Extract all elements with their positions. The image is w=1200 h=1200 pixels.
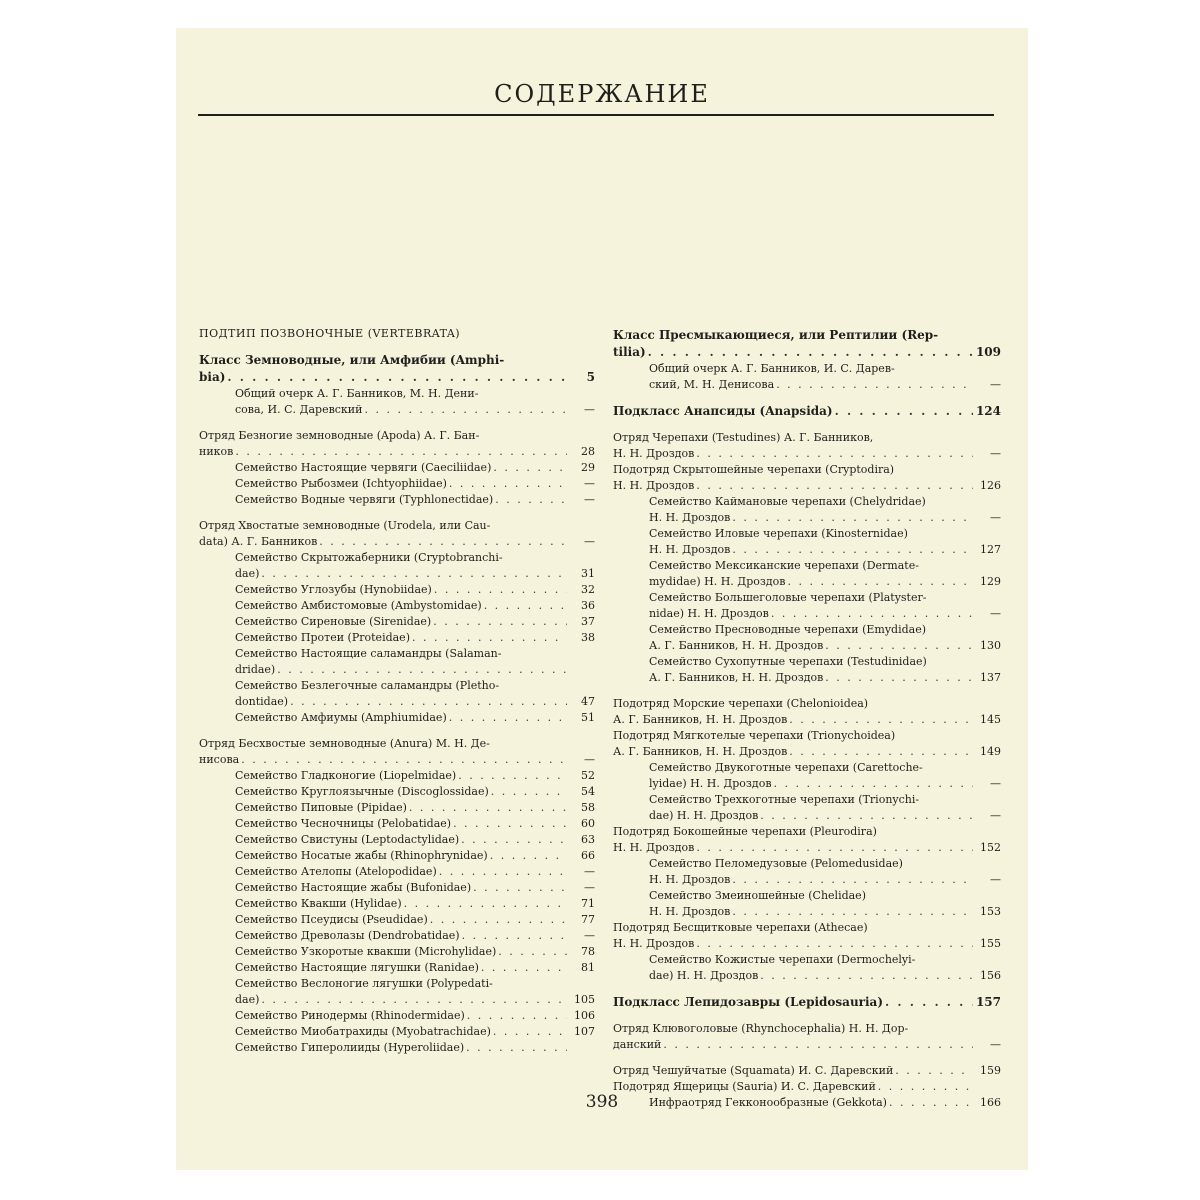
toc-page-number: — <box>990 607 1001 620</box>
toc-page-number: 29 <box>581 461 595 474</box>
toc-page-number: 149 <box>980 745 1001 758</box>
toc-page-number: 166 <box>980 1096 1001 1109</box>
toc-entry-title-continuation: nidae) Н. Н. Дроздов <box>649 607 769 620</box>
toc-page-number: 54 <box>581 785 595 798</box>
leader-dots <box>490 848 567 864</box>
toc-entry-title: Семейство Сухопутные черепахи (Testudinidae) <box>649 655 927 668</box>
toc-entry <box>613 403 1001 420</box>
toc-entry-title-continuation: tilia) <box>613 345 646 359</box>
leader-dots <box>319 534 567 550</box>
leader-dots <box>493 1024 567 1040</box>
leader-dots <box>732 904 973 920</box>
toc-page-number: 58 <box>581 801 595 814</box>
toc-page-number: 127 <box>980 543 1001 556</box>
leader-dots <box>493 460 567 476</box>
toc-entry-title: Класс Земноводные, или Амфибии (Amphi- <box>199 353 505 367</box>
toc-entry-title: Семейство Свистуны (Leptodactylidae) <box>235 833 460 846</box>
toc-entry-title: Семейство Протеи (Proteidae) <box>235 631 410 644</box>
toc-entry-title: Семейство Водные червяги (Typhlonectidae) <box>235 493 494 506</box>
toc-entry-title: Отряд Безногие земноводные (Apoda) А. Г. Бан- <box>199 429 480 442</box>
toc-entry <box>199 848 595 864</box>
toc-page-number: — <box>990 511 1001 524</box>
toc-entry-title: Семейство Древолазы (Dendrobatidae) <box>235 929 460 942</box>
toc-entry-title: Семейство Узкоротые квакши (Microhylidae) <box>235 945 497 958</box>
toc-entry <box>199 386 595 418</box>
toc-entry-title-continuation: Н. Н. Дроздов <box>649 511 731 524</box>
toc-entry <box>199 784 595 800</box>
toc-entry-title: Семейство Настоящие саламандры (Salaman- <box>235 647 502 660</box>
toc-entry-title-continuation: data) А. Г. Банников <box>199 535 318 548</box>
leader-dots <box>261 566 567 582</box>
leader-dots <box>732 510 973 526</box>
toc-entry-title: Семейство Гладконогие (Liopelmidae) <box>235 769 457 782</box>
leader-dots <box>235 444 567 460</box>
toc-page-number: 155 <box>980 937 1001 950</box>
leader-dots <box>732 542 973 558</box>
toc-entry <box>613 622 1001 654</box>
book-page <box>176 28 1028 1170</box>
toc-entry-title: Семейство Кожистые черепахи (Dermochelyi- <box>649 953 916 966</box>
leader-dots <box>449 710 567 726</box>
leader-dots <box>461 832 567 848</box>
leader-dots <box>462 928 567 944</box>
leader-dots <box>473 880 567 896</box>
toc-entry <box>613 856 1001 888</box>
toc-entry <box>199 352 595 386</box>
leader-dots <box>453 816 567 832</box>
toc-entry <box>199 476 595 492</box>
toc-entry-title: Семейство Углозубы (Hynobiidae) <box>235 583 432 596</box>
toc-entry <box>199 800 595 816</box>
leader-dots <box>491 784 567 800</box>
toc-entry-title-continuation: Н. Н. Дроздов <box>613 479 695 492</box>
toc-entry <box>613 952 1001 984</box>
toc-entry-title-continuation: ников <box>199 445 234 458</box>
leader-dots <box>439 864 567 880</box>
leader-dots <box>774 776 973 792</box>
toc-page-number: 156 <box>980 969 1001 982</box>
toc-entry <box>613 1021 1001 1053</box>
toc-page-number: 159 <box>980 1064 1001 1077</box>
toc-entry-title-continuation: dae) Н. Н. Дроздов <box>649 969 759 982</box>
toc-entry <box>199 976 595 1008</box>
toc-entry <box>613 792 1001 824</box>
toc-entry-title: Подотряд Скрытошейные черепахи (Cryptodira) <box>613 463 895 476</box>
toc-entry <box>199 518 595 550</box>
toc-page-number: 107 <box>574 1025 595 1038</box>
toc-entry-title: Подотряд Мягкотелые черепахи (Trionychoidea) <box>613 729 896 742</box>
leader-dots <box>495 492 567 508</box>
toc-page-number: 60 <box>581 817 595 830</box>
toc-entry-title: Инфраотряд Гекконообразные (Gekkota) <box>649 1096 887 1109</box>
toc-entry-title: Семейство Мексиканские черепахи (Dermate- <box>649 559 919 572</box>
toc-page-number: 124 <box>975 404 1001 418</box>
toc-entry-title: Семейство Квакши (Hylidae) <box>235 897 402 910</box>
toc-page-number: 105 <box>574 993 595 1006</box>
toc-entry <box>613 994 1001 1011</box>
leader-dots <box>732 872 973 888</box>
toc-entry <box>613 327 1001 361</box>
leader-dots <box>663 1037 973 1053</box>
leader-dots <box>449 476 567 492</box>
toc-entry <box>613 494 1001 526</box>
toc-entry <box>199 630 595 646</box>
toc-entry <box>199 880 595 896</box>
toc-entry-title: Класс Пресмыкающиеся, или Рептилии (Rep- <box>613 328 939 342</box>
leader-dots <box>787 574 973 590</box>
toc-entry-title: Семейство Скрытожаберники (Cryptobranchi- <box>235 551 503 564</box>
toc-page-number: 28 <box>581 445 595 458</box>
toc-page-number: 51 <box>581 711 595 724</box>
toc-entry-title: Семейство Сиреновые (Sirenidae) <box>235 615 432 628</box>
toc-entry-title: Семейство Трехкоготные черепахи (Trionychi- <box>649 793 920 806</box>
toc-entry-title: Семейство Двукоготные черепахи (Carettoche- <box>649 761 923 774</box>
toc-page-number: 31 <box>581 567 595 580</box>
toc-entry <box>199 582 595 598</box>
toc-entry <box>199 710 595 726</box>
toc-page-number: 130 <box>980 639 1001 652</box>
toc-entry <box>613 888 1001 920</box>
leader-dots <box>458 768 567 784</box>
leader-dots <box>241 752 567 768</box>
toc-entry-title: Семейство Пресноводные черепахи (Emydidae) <box>649 623 927 636</box>
leader-dots <box>760 808 973 824</box>
toc-entry-title: Семейство Ринодермы (Rhinodermidae) <box>235 1009 465 1022</box>
toc-page-number: 109 <box>975 345 1001 359</box>
toc-entry <box>613 558 1001 590</box>
leader-dots <box>466 1040 567 1056</box>
leader-dots <box>760 968 973 984</box>
toc-entry <box>199 614 595 630</box>
leader-dots <box>409 800 567 816</box>
toc-entry-title-continuation: dae) <box>235 993 260 1006</box>
toc-page-number: 152 <box>980 841 1001 854</box>
toc-page-number: 37 <box>581 615 595 628</box>
toc-page-number: 52 <box>581 769 595 782</box>
toc-entry-title-continuation: dae) <box>235 567 260 580</box>
toc-entry <box>199 960 595 976</box>
toc-entry-title: Семейство Псеудисы (Pseudidae) <box>235 913 428 926</box>
toc-entry-title: Семейство Настоящие жабы (Bufonidae) <box>235 881 472 894</box>
toc-entry <box>613 920 1001 952</box>
toc-entry-title-continuation: Н. Н. Дроздов <box>649 905 731 918</box>
toc-entry <box>199 832 595 848</box>
leader-dots <box>648 344 973 361</box>
leader-dots <box>467 1008 567 1024</box>
page-title: СОДЕРЖАНИЕ <box>494 80 710 108</box>
leader-dots <box>227 369 567 386</box>
toc-page-number: 77 <box>581 913 595 926</box>
toc-entry-title-continuation: bia) <box>199 370 226 384</box>
toc-entry <box>199 896 595 912</box>
toc-entry <box>199 1040 595 1056</box>
toc-entry <box>613 1063 1001 1079</box>
toc-entry <box>199 864 595 880</box>
toc-page-number: 5 <box>586 370 595 384</box>
toc-page-number: — <box>584 477 595 490</box>
toc-entry-title-continuation: А. Г. Банников, Н. Н. Дроздов <box>613 713 788 726</box>
toc-page-number: — <box>990 777 1001 790</box>
toc-entry-title: Семейство Ателопы (Atelopodidae) <box>235 865 437 878</box>
leader-dots <box>277 662 567 678</box>
leader-dots <box>412 630 567 646</box>
toc-entry <box>613 824 1001 856</box>
toc-entry <box>613 430 1001 462</box>
leader-dots <box>789 712 973 728</box>
toc-entry-title-continuation: ский, М. Н. Денисова <box>649 378 775 391</box>
toc-page-number: — <box>584 881 595 894</box>
toc-page-number: — <box>990 1038 1001 1051</box>
toc-entry-title: Подотряд Морские черепахи (Chelonioidea) <box>613 697 869 710</box>
toc-page-number: 106 <box>574 1009 595 1022</box>
toc-page-number: — <box>584 403 595 416</box>
toc-entry-title: Семейство Амбистомовые (Ambystomidae) <box>235 599 482 612</box>
toc-entry-title-continuation: Н. Н. Дроздов <box>649 543 731 556</box>
toc-entry-title-continuation: Н. Н. Дроздов <box>613 447 695 460</box>
toc-page-number: 129 <box>980 575 1001 588</box>
toc-entry-title: Отряд Черепахи (Testudines) А. Г. Банников, <box>613 431 874 444</box>
toc-entry-title: Отряд Чешуйчатые (Squamata) И. С. Даревский <box>613 1064 894 1077</box>
toc-left-column <box>199 327 595 1056</box>
toc-page-number: — <box>990 447 1001 460</box>
toc-entry <box>199 944 595 960</box>
toc-entry-title: Общий очерк А. Г. Банников, И. С. Дарев- <box>649 362 895 375</box>
toc-entry-title: Семейство Амфиумы (Amphiumidae) <box>235 711 447 724</box>
leader-dots <box>696 478 973 494</box>
leader-dots <box>430 912 567 928</box>
toc-entry-title-continuation: Н. Н. Дроздов <box>613 841 695 854</box>
leader-dots <box>825 670 973 686</box>
toc-entry-title: Семейство Настоящие лягушки (Ranidae) <box>235 961 479 974</box>
toc-entry-title: Семейство Круглоязычные (Discoglossidae) <box>235 785 489 798</box>
toc-page-number: 66 <box>581 849 595 862</box>
leader-dots <box>895 1063 973 1079</box>
leader-dots <box>290 694 567 710</box>
toc-entry <box>613 361 1001 393</box>
toc-page-number: 153 <box>980 905 1001 918</box>
toc-page-number: — <box>584 753 595 766</box>
toc-entry <box>199 646 595 678</box>
toc-entry-title-continuation: А. Г. Банников, Н. Н. Дроздов <box>649 639 824 652</box>
toc-entry-title-continuation: А. Г. Банников, Н. Н. Дроздов <box>613 745 788 758</box>
toc-page-number: 32 <box>581 583 595 596</box>
toc-page-number: 71 <box>581 897 595 910</box>
toc-page-number: 38 <box>581 631 595 644</box>
toc-entry-title: Семейство Пиповые (Pipidae) <box>235 801 407 814</box>
toc-entry-title: Семейство Каймановые черепахи (Chelydridae) <box>649 495 926 508</box>
section-heading: ПОДТИП ПОЗВОНОЧНЫЕ (VERTEBRATA) <box>199 327 461 340</box>
toc-entry <box>199 768 595 784</box>
toc-entry <box>199 1024 595 1040</box>
toc-page-number: — <box>584 535 595 548</box>
toc-entry-title-continuation: Н. Н. Дроздов <box>613 937 695 950</box>
leader-dots <box>498 944 567 960</box>
leader-dots <box>789 744 973 760</box>
toc-page-number: 137 <box>980 671 1001 684</box>
toc-entry-title-continuation: Н. Н. Дроздов <box>649 873 731 886</box>
toc-entry-title: Семейство Большеголовые черепахи (Platyster- <box>649 591 927 604</box>
leader-dots <box>696 446 973 462</box>
toc-entry-title: Семейство Миобатрахиды (Myobatrachidae) <box>235 1025 491 1038</box>
toc-entry-title: Отряд Бесхвостые земноводные (Anura) М. Н. Де- <box>199 737 490 750</box>
toc-entry-title: Семейство Веслоногие лягушки (Polypedati- <box>235 977 493 990</box>
toc-entry <box>199 1008 595 1024</box>
toc-entry-title: Семейство Рыбозмеи (Ichtyophiidae) <box>235 477 447 490</box>
leader-dots <box>696 936 973 952</box>
toc-page-number: — <box>990 809 1001 822</box>
toc-entry-title: Общий очерк А. Г. Банников, М. Н. Дени- <box>235 387 479 400</box>
toc-page-number: — <box>584 493 595 506</box>
leader-dots <box>484 598 567 614</box>
title-rule <box>198 114 994 116</box>
leader-dots <box>885 994 973 1011</box>
toc-entry-title-continuation: lyidae) Н. Н. Дроздов <box>649 777 772 790</box>
toc-entry-title: Семейство Змеиношейные (Chelidae) <box>649 889 866 902</box>
toc-entry <box>199 912 595 928</box>
toc-page-number: — <box>990 873 1001 886</box>
toc-page-number: 126 <box>980 479 1001 492</box>
toc-page-number: 36 <box>581 599 595 612</box>
toc-page-number: 78 <box>581 945 595 958</box>
toc-entry-title: Отряд Клювоголовые (Rhynchocephalia) Н. Н. Дор- <box>613 1022 909 1035</box>
toc-page-number: 47 <box>581 695 595 708</box>
toc-entry <box>199 550 595 582</box>
toc-entry-title: Подотряд Ящерицы (Sauria) И. С. Даревский <box>613 1080 876 1093</box>
toc-entry-title-continuation: dontidae) <box>235 695 289 708</box>
toc-entry-title: Подотряд Бокошейные черепахи (Pleurodira) <box>613 825 877 838</box>
toc-entry <box>199 816 595 832</box>
toc-entry <box>199 460 595 476</box>
toc-entry <box>613 462 1001 494</box>
leader-dots <box>404 896 567 912</box>
leader-dots <box>261 992 567 1008</box>
leader-dots <box>696 840 973 856</box>
toc-entry-title-continuation: dridae) <box>235 663 276 676</box>
leader-dots <box>364 402 567 418</box>
leader-dots <box>434 582 567 598</box>
toc-entry-title: Подкласс Лепидозавры (Lepidosauria) <box>613 995 884 1009</box>
toc-entry-title: Семейство Чесночницы (Pelobatidae) <box>235 817 452 830</box>
toc-entry-title-continuation: данский <box>613 1038 662 1051</box>
toc-entry <box>199 678 595 710</box>
leader-dots <box>481 960 567 976</box>
toc-entry <box>613 654 1001 686</box>
toc-entry <box>613 590 1001 622</box>
toc-entry-title-continuation: dae) Н. Н. Дроздов <box>649 809 759 822</box>
toc-entry-title-continuation: mydidae) Н. Н. Дроздов <box>649 575 786 588</box>
toc-right-column <box>613 327 1001 1111</box>
toc-entry <box>199 598 595 614</box>
toc-page-number: — <box>584 929 595 942</box>
toc-entry-title: Подотряд Бесщитковые черепахи (Athecae) <box>613 921 868 934</box>
toc-entry <box>613 526 1001 558</box>
toc-page-number: — <box>990 378 1001 391</box>
toc-entry-title: Семейство Иловые черепахи (Kinosternidae) <box>649 527 908 540</box>
toc-entry <box>199 928 595 944</box>
toc-entry <box>199 492 595 508</box>
toc-page-number: 157 <box>975 995 1001 1009</box>
toc-entry-title: Семейство Носатые жабы (Rhinophrynidae) <box>235 849 488 862</box>
toc-page-number: 81 <box>581 961 595 974</box>
toc-entry <box>613 728 1001 760</box>
toc-entry-title-continuation: нисова <box>199 753 240 766</box>
toc-entry <box>199 736 595 768</box>
toc-entry-title: Подкласс Анапсиды (Anapsida) <box>613 404 833 418</box>
leader-dots <box>433 614 567 630</box>
toc-entry-title: Семейство Гиперолииды (Hyperoliidae) <box>235 1041 465 1054</box>
toc-page-number: — <box>584 865 595 878</box>
toc-entry-title: Отряд Хвостатые земноводные (Urodela, или Cau- <box>199 519 491 532</box>
leader-dots <box>825 638 973 654</box>
leader-dots <box>776 377 973 393</box>
toc-entry-title: Семейство Безлегочные саламандры (Pletho- <box>235 679 500 692</box>
toc-entry-title-continuation: А. Г. Банников, Н. Н. Дроздов <box>649 671 824 684</box>
toc-page-number: 145 <box>980 713 1001 726</box>
toc-entry-title-continuation: сова, И. С. Даревский <box>235 403 363 416</box>
toc-entry-title: Семейство Пеломедузовые (Pelomedusidae) <box>649 857 903 870</box>
leader-dots <box>771 606 973 622</box>
leader-dots <box>835 403 973 420</box>
page-number: 398 <box>585 1092 619 1112</box>
toc-page-number: 63 <box>581 833 595 846</box>
toc-entry <box>613 760 1001 792</box>
toc-entry <box>613 696 1001 728</box>
toc-entry-title: Семейство Настоящие червяги (Caeciliidae) <box>235 461 492 474</box>
toc-entry <box>199 428 595 460</box>
